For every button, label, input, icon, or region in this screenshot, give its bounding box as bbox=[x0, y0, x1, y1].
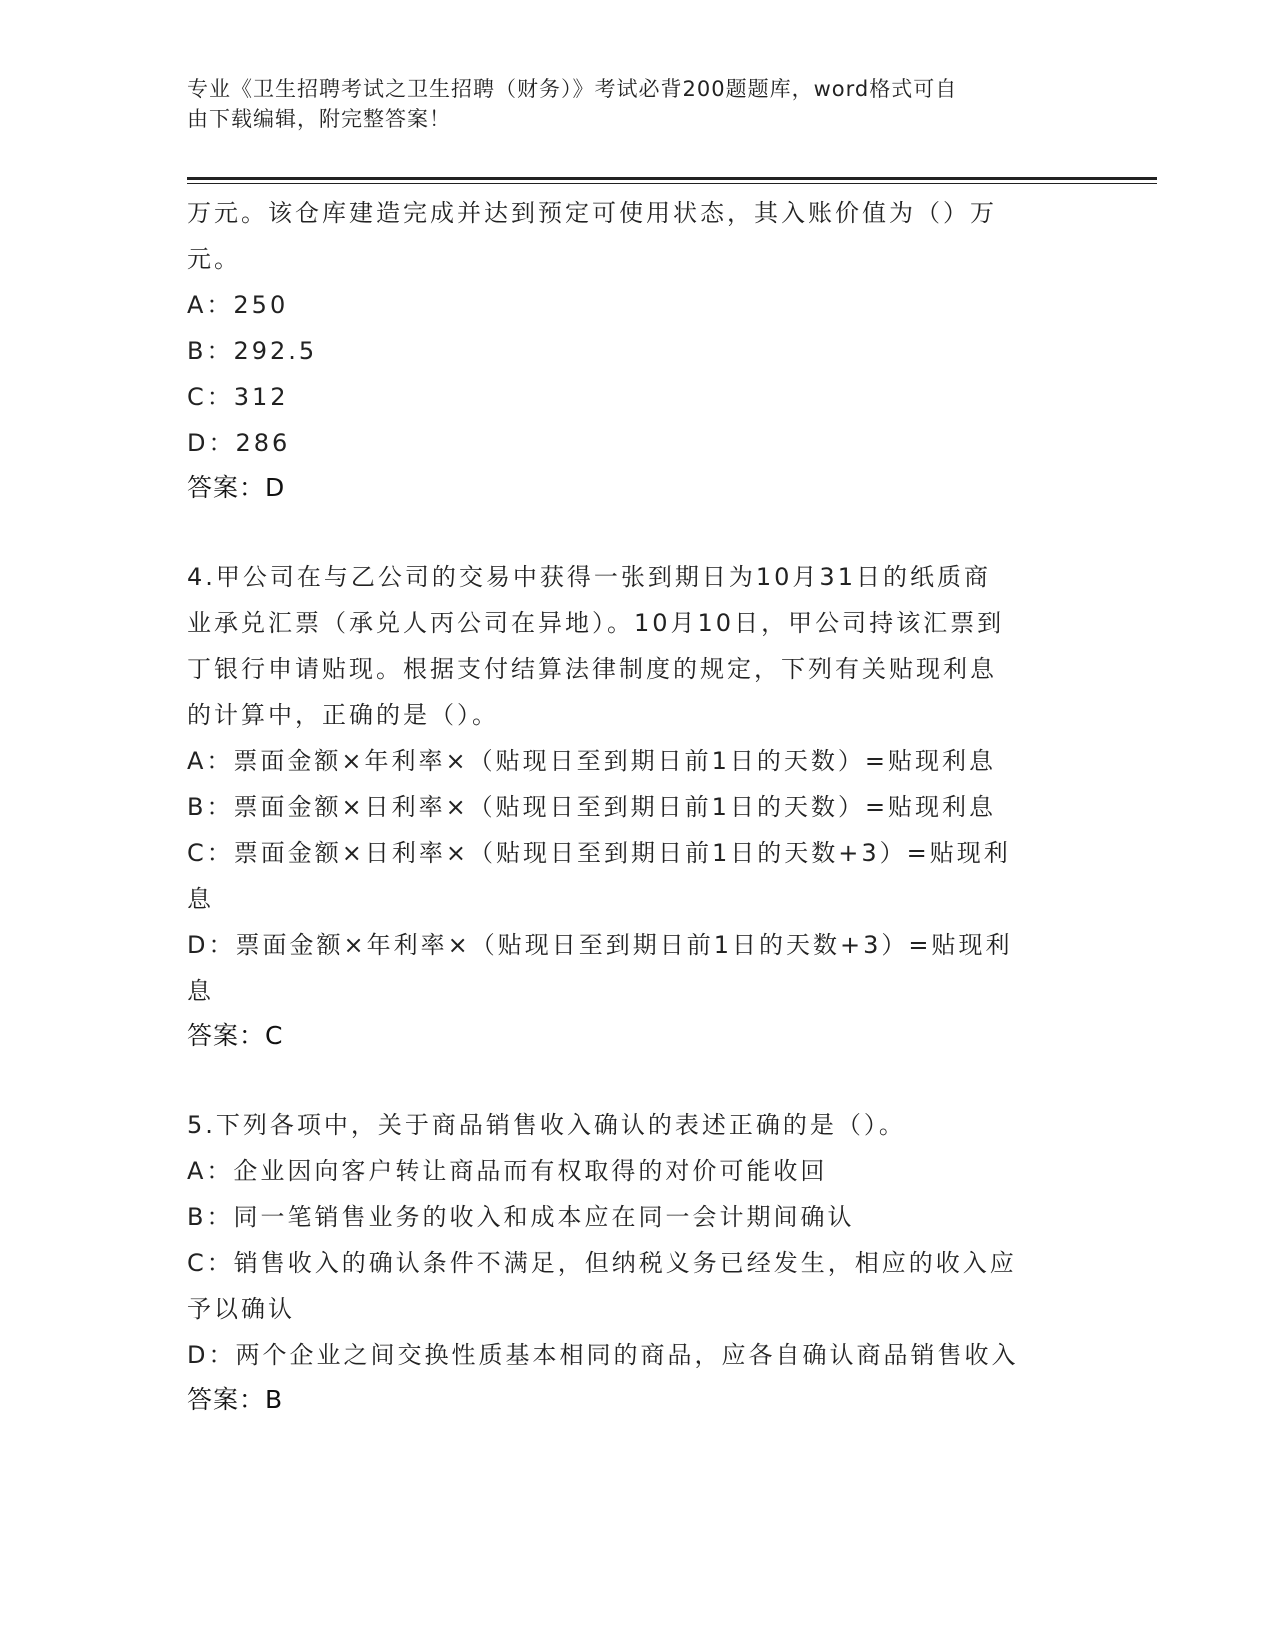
question-5-option-a: A：企业因向客户转让商品而有权取得的对价可能收回 bbox=[187, 1157, 828, 1185]
question-3-stem-line-1: 万元。该仓库建造完成并达到预定可使用状态，其入账价值为（）万 bbox=[187, 199, 997, 227]
header-line-1: 专业《卫生招聘考试之卫生招聘（财务）》考试必背200题题库，word格式可自 bbox=[187, 77, 958, 101]
question-3-option-a: A：250 bbox=[187, 291, 289, 319]
question-3 bbox=[187, 190, 1087, 510]
question-5-option-d: D：两个企业之间交换性质基本相同的商品，应各自确认商品销售收入 bbox=[187, 1341, 1019, 1369]
header-divider-thin bbox=[187, 183, 1157, 184]
question-3-stem-line-2: 元。 bbox=[187, 245, 241, 273]
header-line-2: 由下载编辑，附完整答案！ bbox=[187, 107, 451, 131]
question-4-stem-line-4: 的计算中，正确的是（）。 bbox=[187, 701, 499, 729]
question-4-option-c-line-1: C：票面金额×日利率×（贴现日至到期日前1日的天数+3）=贴现利 bbox=[187, 839, 1011, 867]
spacer bbox=[187, 1058, 1087, 1102]
question-3-answer: 答案：D bbox=[187, 473, 286, 502]
question-4-option-c-line-2: 息 bbox=[187, 885, 214, 913]
question-4-option-d-line-1: D：票面金额×年利率×（贴现日至到期日前1日的天数+3）=贴现利 bbox=[187, 931, 1013, 959]
document-header bbox=[187, 74, 1067, 134]
question-5-answer: 答案：B bbox=[187, 1385, 284, 1414]
question-4 bbox=[187, 554, 1087, 1058]
question-4-stem-line-3: 丁银行申请贴现。根据支付结算法律制度的规定，下列有关贴现利息 bbox=[187, 655, 997, 683]
question-3-option-d: D：286 bbox=[187, 429, 291, 457]
question-4-stem-line-1: 4.甲公司在与乙公司的交易中获得一张到期日为10月31日的纸质商 bbox=[187, 563, 991, 591]
question-5-stem: 5.下列各项中，关于商品销售收入确认的表述正确的是（）。 bbox=[187, 1111, 906, 1139]
question-4-option-d-line-2: 息 bbox=[187, 977, 214, 1005]
question-5-option-c-line-1: C：销售收入的确认条件不满足，但纳税义务已经发生，相应的收入应 bbox=[187, 1249, 1017, 1277]
question-4-option-a: A：票面金额×年利率×（贴现日至到期日前1日的天数）=贴现利息 bbox=[187, 747, 997, 775]
spacer bbox=[187, 510, 1087, 554]
question-5-option-b: B：同一笔销售业务的收入和成本应在同一会计期间确认 bbox=[187, 1203, 855, 1231]
question-3-option-b: B：292.5 bbox=[187, 337, 318, 365]
question-5 bbox=[187, 1102, 1087, 1422]
question-4-option-b: B：票面金额×日利率×（贴现日至到期日前1日的天数）=贴现利息 bbox=[187, 793, 997, 821]
question-4-stem-line-2: 业承兑汇票（承兑人丙公司在异地）。10月10日，甲公司持该汇票到 bbox=[187, 609, 1005, 637]
header-divider-thick bbox=[187, 177, 1157, 180]
document-body bbox=[187, 190, 1087, 1422]
question-4-answer: 答案：C bbox=[187, 1021, 284, 1050]
question-3-option-c: C：312 bbox=[187, 383, 289, 411]
question-5-option-c-line-2: 予以确认 bbox=[187, 1295, 295, 1323]
